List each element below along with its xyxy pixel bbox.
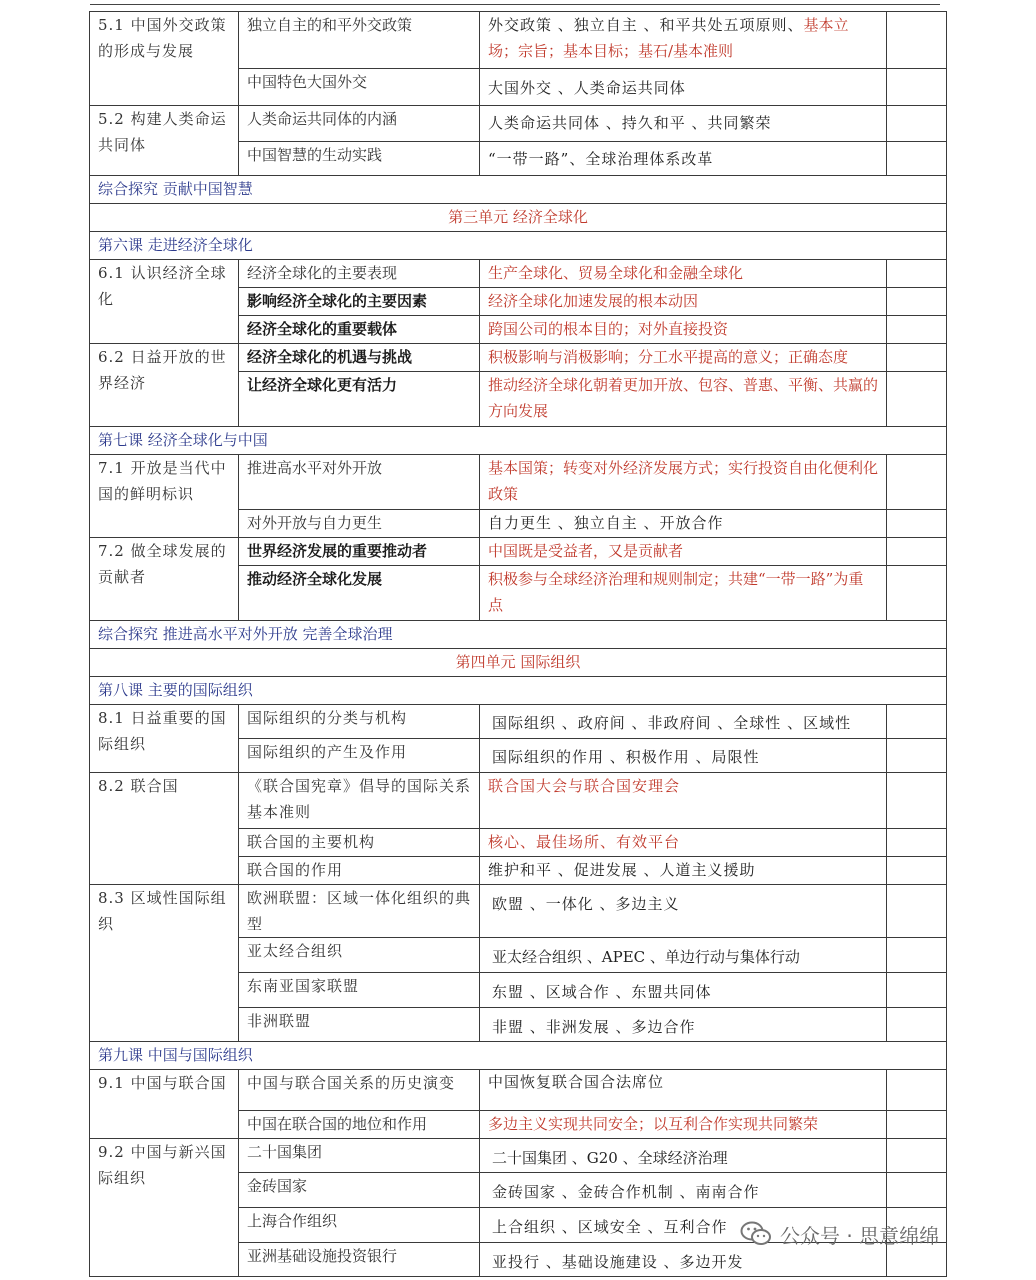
blank-cell xyxy=(887,142,947,176)
blank-cell xyxy=(887,106,947,142)
topic-cell: 亚太经合组织 xyxy=(239,938,480,973)
table-row xyxy=(90,204,947,232)
topic-cell: 经济全球化的机遇与挑战 xyxy=(239,344,480,372)
topic-cell: 经济全球化的主要表现 xyxy=(239,260,480,288)
blank-cell xyxy=(887,1173,947,1208)
page-top-rule xyxy=(90,4,940,5)
topic-cell: 联合国的作用 xyxy=(239,857,480,885)
detail-cell: 中国既是受益者，又是贡献者 xyxy=(480,538,887,566)
detail-cell: 亚投行 、基础设施建设 、多边开发 xyxy=(480,1243,887,1277)
table-row xyxy=(90,455,947,510)
topic-cell: 二十国集团 xyxy=(239,1139,480,1173)
blank-cell xyxy=(887,344,947,372)
topic-cell: 中国智慧的生动实践 xyxy=(239,142,480,176)
blank-cell xyxy=(887,510,947,538)
blank-cell xyxy=(887,316,947,344)
detail-text: 外交政策 、独立自主 、和平共处五项原则、 xyxy=(488,16,804,34)
lesson-heading: 综合探究 推进高水平对外开放 完善全球治理 xyxy=(90,621,947,649)
section-cell: 9.1 中国与联合国 xyxy=(90,1070,239,1139)
table-row xyxy=(90,1042,947,1070)
topic-cell: 《联合国宪章》倡导的国际关系基本准则 xyxy=(239,773,480,829)
detail-cell: 推动经济全球化朝着更加开放、包容、普惠、平衡、共赢的方向发展 xyxy=(480,372,887,427)
topic-cell: 亚洲基础设施投资银行 xyxy=(239,1243,480,1277)
topic-cell: 人类命运共同体的内涵 xyxy=(239,106,480,142)
unit-heading: 第三单元 经济全球化 xyxy=(90,204,947,232)
blank-cell xyxy=(887,455,947,510)
detail-cell: 二十国集团 、G20 、全球经济治理 xyxy=(480,1139,887,1173)
section-cell: 8.3 区域性国际组织 xyxy=(90,885,239,1042)
detail-cell: 亚太经合组织 、APEC 、单边行动与集体行动 xyxy=(480,938,887,973)
blank-cell xyxy=(887,1070,947,1111)
detail-cell: 人类命运共同体 、持久和平 、共同繁荣 xyxy=(480,106,887,142)
detail-cell: 积极影响与消极影响；分工水平提高的意义；正确态度 xyxy=(480,344,887,372)
blank-cell xyxy=(887,12,947,69)
topic-cell: 联合国的主要机构 xyxy=(239,829,480,857)
blank-cell xyxy=(887,288,947,316)
blank-cell xyxy=(887,705,947,739)
topic-cell: 国际组织的分类与机构 xyxy=(239,705,480,739)
detail-cell: 国际组织 、政府间 、非政府间 、全球性 、区域性 xyxy=(480,705,887,739)
blank-cell xyxy=(887,1111,947,1139)
detail-cell: 中国恢复联合国合法席位 xyxy=(480,1070,887,1111)
table-row xyxy=(90,12,947,69)
detail-cell xyxy=(480,12,887,69)
detail-cell: 上合组织 、区域安全 、互利合作 xyxy=(480,1208,887,1243)
topic-cell: 影响经济全球化的主要因素 xyxy=(239,288,480,316)
detail-cell: 多边主义实现共同安全；以互利合作实现共同繁荣 xyxy=(480,1111,887,1139)
section-cell: 5.2 构建人类命运共同体 xyxy=(90,106,239,176)
detail-cell: “一带一路”、全球治理体系改革 xyxy=(480,142,887,176)
table-row xyxy=(90,176,947,204)
blank-cell xyxy=(887,973,947,1008)
detail-cell: 跨国公司的根本目的；对外直接投资 xyxy=(480,316,887,344)
blank-cell xyxy=(887,566,947,621)
blank-cell xyxy=(887,538,947,566)
blank-cell xyxy=(887,739,947,773)
detail-cell: 核心、最佳场所、有效平台 xyxy=(480,829,887,857)
table-row xyxy=(90,538,947,566)
blank-cell xyxy=(887,1008,947,1042)
blank-cell xyxy=(887,1139,947,1173)
table-row xyxy=(90,427,947,455)
detail-cell: 维护和平 、促进发展 、人道主义援助 xyxy=(480,857,887,885)
lesson-heading: 第八课 主要的国际组织 xyxy=(90,677,947,705)
topic-cell: 非洲联盟 xyxy=(239,1008,480,1042)
topic-cell: 推进高水平对外开放 xyxy=(239,455,480,510)
section-cell: 6.2 日益开放的世界经济 xyxy=(90,344,239,427)
topic-cell: 世界经济发展的重要推动者 xyxy=(239,538,480,566)
table-row xyxy=(90,106,947,142)
table-row xyxy=(90,773,947,829)
detail-cell: 非盟 、非洲发展 、多边合作 xyxy=(480,1008,887,1042)
watermark-text: 公众号 · 思意绵绵 xyxy=(780,1223,940,1248)
table-row xyxy=(90,1139,947,1173)
topic-cell: 推动经济全球化发展 xyxy=(239,566,480,621)
blank-cell xyxy=(887,829,947,857)
table-row xyxy=(90,1070,947,1111)
detail-cell: 基本国策；转变对外经济发展方式；实行投资自由化便利化政策 xyxy=(480,455,887,510)
detail-text-red: 基本立场；宗旨；基本目标；基石/基本准则 xyxy=(488,16,849,60)
blank-cell xyxy=(887,372,947,427)
topic-cell: 金砖国家 xyxy=(239,1173,480,1208)
table-row xyxy=(90,649,947,677)
section-cell: 8.1 日益重要的国际组织 xyxy=(90,705,239,773)
table-row xyxy=(90,232,947,260)
table-row xyxy=(90,705,947,739)
lesson-heading: 第七课 经济全球化与中国 xyxy=(90,427,947,455)
topic-cell: 中国在联合国的地位和作用 xyxy=(239,1111,480,1139)
detail-cell: 欧盟 、一体化 、多边主义 xyxy=(480,885,887,938)
detail-cell: 金砖国家 、金砖合作机制 、南南合作 xyxy=(480,1173,887,1208)
topic-cell: 独立自主的和平外交政策 xyxy=(239,12,480,69)
blank-cell xyxy=(887,69,947,106)
table-row xyxy=(90,344,947,372)
topic-cell: 欧洲联盟：区域一体化组织的典型 xyxy=(239,885,480,938)
detail-cell: 经济全球化加速发展的根本动因 xyxy=(480,288,887,316)
table-row xyxy=(90,885,947,938)
blank-cell xyxy=(887,857,947,885)
section-cell: 8.2 联合国 xyxy=(90,773,239,885)
section-cell: 9.2 中国与新兴国际组织 xyxy=(90,1139,239,1277)
section-cell: 5.1 中国外交政策的形成与发展 xyxy=(90,12,239,106)
topic-cell: 中国与联合国关系的历史演变 xyxy=(239,1070,480,1111)
outline-table xyxy=(89,11,947,1277)
detail-cell: 大国外交 、人类命运共同体 xyxy=(480,69,887,106)
section-cell: 6.1 认识经济全球化 xyxy=(90,260,239,344)
topic-cell: 对外开放与自力更生 xyxy=(239,510,480,538)
topic-cell: 中国特色大国外交 xyxy=(239,69,480,106)
topic-cell: 让经济全球化更有活力 xyxy=(239,372,480,427)
watermark xyxy=(740,1218,939,1250)
table-row xyxy=(90,260,947,288)
topic-cell: 经济全球化的重要载体 xyxy=(239,316,480,344)
table-row xyxy=(90,621,947,649)
detail-cell: 东盟 、区域合作 、东盟共同体 xyxy=(480,973,887,1008)
blank-cell xyxy=(887,260,947,288)
lesson-heading: 第九课 中国与国际组织 xyxy=(90,1042,947,1070)
table-row xyxy=(90,677,947,705)
section-cell: 7.2 做全球发展的贡献者 xyxy=(90,538,239,621)
topic-cell: 国际组织的产生及作用 xyxy=(239,739,480,773)
lesson-heading: 综合探究 贡献中国智慧 xyxy=(90,176,947,204)
detail-cell: 积极参与全球经济治理和规则制定；共建“一带一路”为重点 xyxy=(480,566,887,621)
detail-cell: 生产全球化、贸易全球化和金融全球化 xyxy=(480,260,887,288)
blank-cell xyxy=(887,885,947,938)
section-cell: 7.1 开放是当代中国的鲜明标识 xyxy=(90,455,239,538)
wechat-icon xyxy=(740,1220,772,1248)
unit-heading: 第四单元 国际组织 xyxy=(90,649,947,677)
topic-cell: 东南亚国家联盟 xyxy=(239,973,480,1008)
lesson-heading: 第六课 走进经济全球化 xyxy=(90,232,947,260)
detail-cell: 国际组织的作用 、积极作用 、局限性 xyxy=(480,739,887,773)
blank-cell xyxy=(887,773,947,829)
detail-cell: 自力更生 、独立自主 、开放合作 xyxy=(480,510,887,538)
detail-cell: 联合国大会与联合国安理会 xyxy=(480,773,887,829)
topic-cell: 上海合作组织 xyxy=(239,1208,480,1243)
blank-cell xyxy=(887,938,947,973)
